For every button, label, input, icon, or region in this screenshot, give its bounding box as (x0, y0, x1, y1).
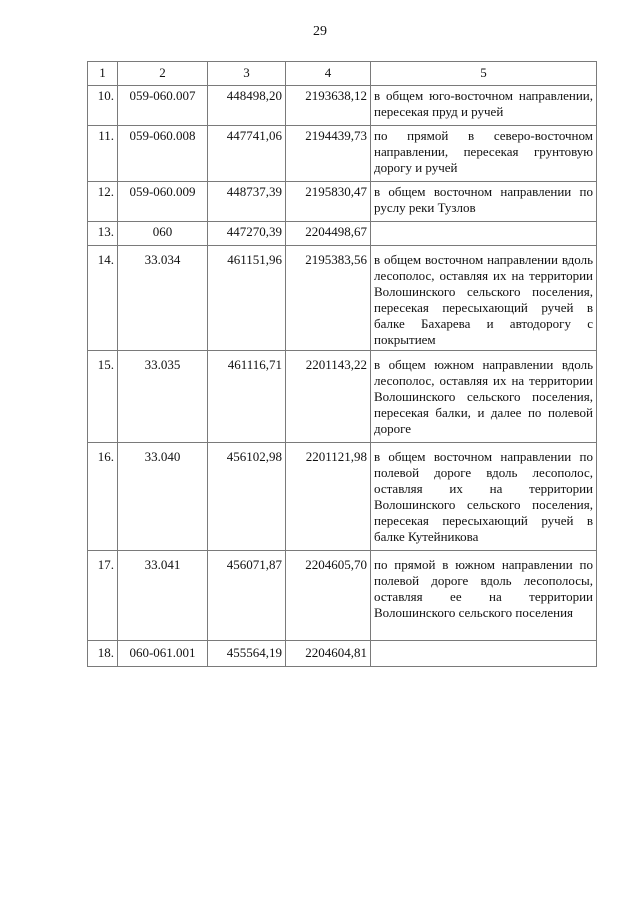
header-cell-2: 2 (118, 62, 208, 86)
route-description: в общем восточном направлении по руслу реки Тузлов (371, 182, 597, 222)
point-code: 060-061.001 (118, 641, 208, 667)
point-code: 33.041 (118, 551, 208, 641)
coord-y: 2201143,22 (286, 351, 371, 443)
point-code: 059-060.009 (118, 182, 208, 222)
route-description: в общем восточном направлении вдоль лесополос, оставляя их на территории Волошинского сельского поселения, пересекая пересыхающий ручей в балке Бахарева и автодорогу с покрытием (371, 246, 597, 351)
coord-x: 461116,71 (208, 351, 286, 443)
route-description (371, 222, 597, 246)
row-number: 14. (88, 246, 118, 351)
table-header-row (88, 62, 597, 86)
row-number: 10. (88, 86, 118, 126)
coord-x: 461151,96 (208, 246, 286, 351)
coord-y: 2201121,98 (286, 443, 371, 551)
row-number: 16. (88, 443, 118, 551)
point-code: 33.035 (118, 351, 208, 443)
table-row (88, 86, 597, 126)
coord-y: 2204498,67 (286, 222, 371, 246)
point-code: 060 (118, 222, 208, 246)
route-description: в общем юго-восточном направлении, пересекая пруд и ручей (371, 86, 597, 126)
point-code: 059-060.008 (118, 126, 208, 182)
row-number: 12. (88, 182, 118, 222)
route-description (371, 641, 597, 667)
coord-x: 447741,06 (208, 126, 286, 182)
coord-y: 2193638,12 (286, 86, 371, 126)
route-description: по прямой в южном направлении по полевой дороге вдоль лесополосы, оставляя ее на территории Волошинского сельского поселения (371, 551, 597, 641)
coord-x: 448498,20 (208, 86, 286, 126)
coord-x: 448737,39 (208, 182, 286, 222)
coord-y: 2195383,56 (286, 246, 371, 351)
table-row (88, 246, 597, 351)
coord-y: 2204605,70 (286, 551, 371, 641)
coord-y: 2195830,47 (286, 182, 371, 222)
row-number: 13. (88, 222, 118, 246)
table-row (88, 551, 597, 641)
route-description: в общем южном направлении вдоль лесополос, оставляя их на территории Волошинского сельского поселения, пересекая балки, и далее по полевой дороге (371, 351, 597, 443)
header-cell-5: 5 (371, 62, 597, 86)
header-cell-1: 1 (88, 62, 118, 86)
point-code: 059-060.007 (118, 86, 208, 126)
boundary-points-table (87, 61, 597, 667)
table-row (88, 351, 597, 443)
row-number: 18. (88, 641, 118, 667)
page-number: 29 (313, 24, 327, 39)
table-row (88, 222, 597, 246)
route-description: в общем восточном направлении по полевой дороге вдоль лесополос, оставляя их на территории Волошинского сельского поселения, пересекая пересыхающий ручей в балке Кутейникова (371, 443, 597, 551)
route-description: по прямой в северо-восточном направлении, пересекая грунтовую дорогу и ручей (371, 126, 597, 182)
coord-y: 2204604,81 (286, 641, 371, 667)
row-number: 11. (88, 126, 118, 182)
table-row (88, 641, 597, 667)
coord-x: 447270,39 (208, 222, 286, 246)
row-number: 15. (88, 351, 118, 443)
table-row (88, 126, 597, 182)
table-row (88, 443, 597, 551)
header-cell-4: 4 (286, 62, 371, 86)
coord-x: 456102,98 (208, 443, 286, 551)
header-cell-3: 3 (208, 62, 286, 86)
row-number: 17. (88, 551, 118, 641)
coord-x: 456071,87 (208, 551, 286, 641)
coord-x: 455564,19 (208, 641, 286, 667)
coord-y: 2194439,73 (286, 126, 371, 182)
table-row (88, 182, 597, 222)
point-code: 33.040 (118, 443, 208, 551)
point-code: 33.034 (118, 246, 208, 351)
